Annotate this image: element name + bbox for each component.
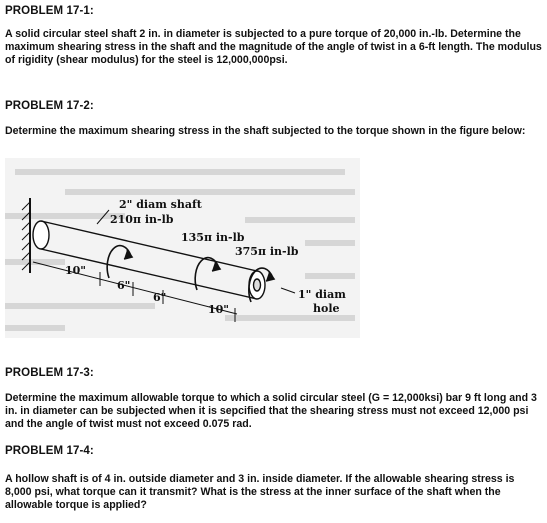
torque-1-label: 210π in-lb — [110, 213, 174, 226]
dimension-10in-right: 10" — [208, 303, 230, 316]
problem-17-2-heading: PROBLEM 17-2: — [5, 100, 94, 112]
problem-17-1-text: A solid circular steel shaft 2 in. in diameter is subjected to a pure torque of 20,000 in.-lb. Determine the maximum shearing stress in the shaft and the magnitude of the angle of twist in a 6-ft length. The modulus of rigidity (shear modulus) for the steel is 12,000,000psi. — [5, 28, 542, 66]
figure-background — [5, 158, 360, 338]
problem-17-3-heading: PROBLEM 17-3: — [5, 367, 94, 379]
problem-17-4-heading: PROBLEM 17-4: — [5, 445, 94, 457]
problem-17-2-text: Determine the maximum shearing stress in the shaft subjected to the torque shown in the figure below: — [5, 125, 526, 137]
dimension-6in-b: 6" — [153, 291, 167, 304]
hole-label-line-1: 1" diam — [298, 288, 346, 301]
dimension-6in-a: 6" — [117, 279, 131, 292]
problem-17-1-heading: PROBLEM 17-1: — [5, 5, 94, 17]
hole-label-line-2: hole — [313, 302, 340, 315]
torque-2-label: 135π in-lb — [181, 231, 245, 244]
problem-17-3-text: Determine the maximum allowable torque to which a solid circular steel (G = 12,000ksi) bar 9 ft long and 3 in. in diameter can be subjected when it is sepcified that the shearing stress must not exceed 12,000 psi and the angle of twist must not exceed 0.075 rad. — [5, 392, 537, 430]
dimension-10in-left: 10" — [65, 264, 87, 277]
problem-17-4-text: A hollow shaft is of 4 in. outside diameter and 3 in. inside diameter. If the allowable shearing stress is 8,000 psi, what torque can it transmit? What is the stress at the inner surface of the shaft when the allowable torque is applied? — [5, 473, 515, 511]
shaft-label: 2" diam shaft — [119, 198, 202, 211]
shaft-figure — [5, 158, 360, 338]
torque-3-label: 375π in-lb — [235, 245, 299, 258]
